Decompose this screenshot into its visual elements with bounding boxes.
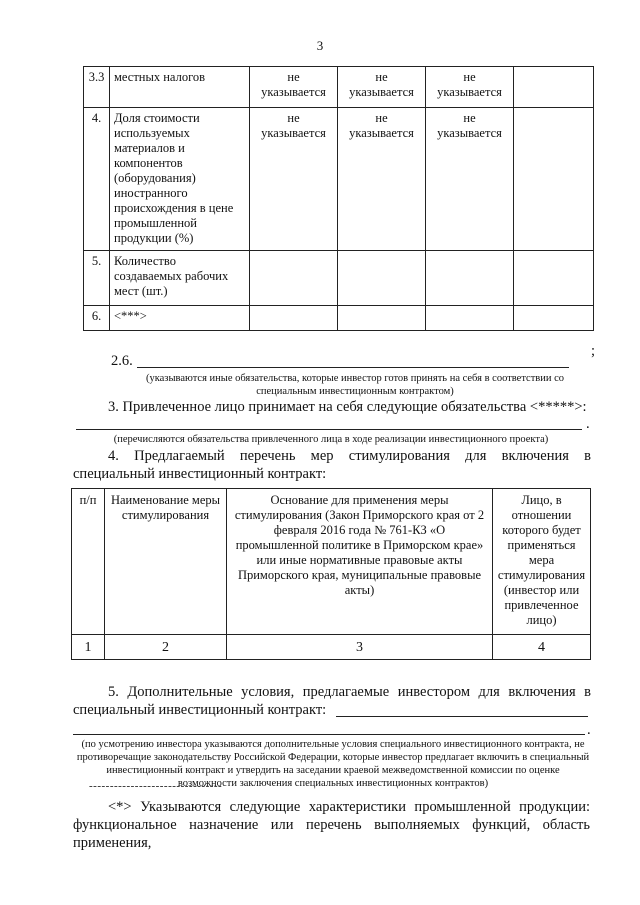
page-number: 3 bbox=[316, 38, 324, 53]
section-3-note: (перечисляются обязательства привлеченного лица в ходе реализации инвестиционного проекта) bbox=[113, 434, 549, 445]
column-number: 1 bbox=[72, 635, 105, 660]
column-header: Основание для применения меры стимулирования (Закон Приморского края от 2 февраля 2016 года № 761-КЗ «О промышленной политике в Приморском крае» или иные нормативные правовые акты Приморского края, муниципальные правовые акты) bbox=[227, 489, 493, 635]
column-number: 2 bbox=[105, 635, 227, 660]
row-label: Количество создаваемых рабочих мест (шт.) bbox=[110, 251, 250, 306]
table-row bbox=[84, 67, 594, 108]
empty-cell bbox=[514, 251, 594, 306]
empty-cell bbox=[514, 306, 594, 331]
table-row bbox=[84, 306, 594, 331]
row-label: <***> bbox=[110, 306, 250, 331]
column-number: 4 bbox=[493, 635, 591, 660]
section-5-end: . bbox=[587, 722, 591, 738]
section-5-note: (по усмотрению инвестора указываются дополнительные условия специального инвестиционного контракта, не противоречащие законодательству Российской Федерации, которые инвестор предлагает включить в специальный инвестиционный контракт и утвердить на заседании краевой межведомственной комиссии по оценке возможности заключения специальных инвестиционных контрактов) bbox=[76, 739, 590, 789]
section-4-line2: специальный инвестиционный контракт: bbox=[73, 466, 327, 482]
section-2-6-note: (указываются иные обязательства, которые инвестор готов принять на себя в соответствии со специальным инвестиционным контрактом) bbox=[145, 373, 565, 397]
cell-value: не указывается bbox=[338, 108, 426, 251]
cell-value bbox=[250, 306, 338, 331]
column-number: 3 bbox=[227, 635, 493, 660]
section-2-6-label: 2.6. bbox=[111, 353, 133, 369]
row-label: Доля стоимости используемых материалов и компонентов (оборудования) иностранного происхождения в цене промышленной продукции (%) bbox=[110, 108, 250, 251]
footnote-separator: -------------------------------- bbox=[89, 780, 223, 792]
column-header: Наименование меры стимулирования bbox=[105, 489, 227, 635]
indicators-table bbox=[83, 66, 594, 331]
header-row bbox=[72, 489, 591, 635]
cell-value bbox=[426, 251, 514, 306]
empty-cell bbox=[514, 108, 594, 251]
column-header: Лицо, в отношении которого будет применяться мера стимулирования (инвестор или привлеченное лицо) bbox=[493, 489, 591, 635]
row-number: 3.3 bbox=[84, 67, 110, 108]
cell-value: не указывается bbox=[338, 67, 426, 108]
section-4-line1: 4. Предлагаемый перечень мер стимулирования для включения в bbox=[108, 448, 591, 464]
fill-line bbox=[336, 716, 588, 717]
fill-line bbox=[137, 367, 569, 368]
section-3-text: 3. Привлеченное лицо принимает на себя следующие обязательства <*****>: bbox=[108, 399, 587, 415]
table-row bbox=[84, 251, 594, 306]
row-number: 5. bbox=[84, 251, 110, 306]
cell-value: не указывается bbox=[426, 67, 514, 108]
section-2-6-end: ; bbox=[591, 343, 596, 359]
footnote-line2: функциональное назначение или перечень выполняемых функций, область применения, bbox=[73, 817, 590, 851]
section-5-line1: 5. Дополнительные условия, предлагаемые инвестором для включения в bbox=[108, 684, 591, 700]
column-header: п/п bbox=[72, 489, 105, 635]
row-number: 6. bbox=[84, 306, 110, 331]
empty-cell bbox=[514, 67, 594, 108]
cell-value bbox=[338, 251, 426, 306]
cell-value bbox=[250, 251, 338, 306]
cell-value bbox=[338, 306, 426, 331]
table-row bbox=[84, 108, 594, 251]
cell-value: не указывается bbox=[250, 67, 338, 108]
fill-line bbox=[73, 734, 585, 735]
row-label: местных налогов bbox=[110, 67, 250, 108]
section-3-end: . bbox=[586, 416, 590, 432]
cell-value: не указывается bbox=[426, 108, 514, 251]
cell-value: не указывается bbox=[250, 108, 338, 251]
row-number: 4. bbox=[84, 108, 110, 251]
measures-table bbox=[71, 488, 591, 660]
table-row bbox=[72, 635, 591, 660]
section-5-line2: специальный инвестиционный контракт: bbox=[73, 702, 327, 718]
cell-value bbox=[426, 306, 514, 331]
fill-line bbox=[76, 429, 582, 430]
footnote-line1: <*> Указываются следующие характеристики промышленной продукции: bbox=[108, 799, 590, 815]
